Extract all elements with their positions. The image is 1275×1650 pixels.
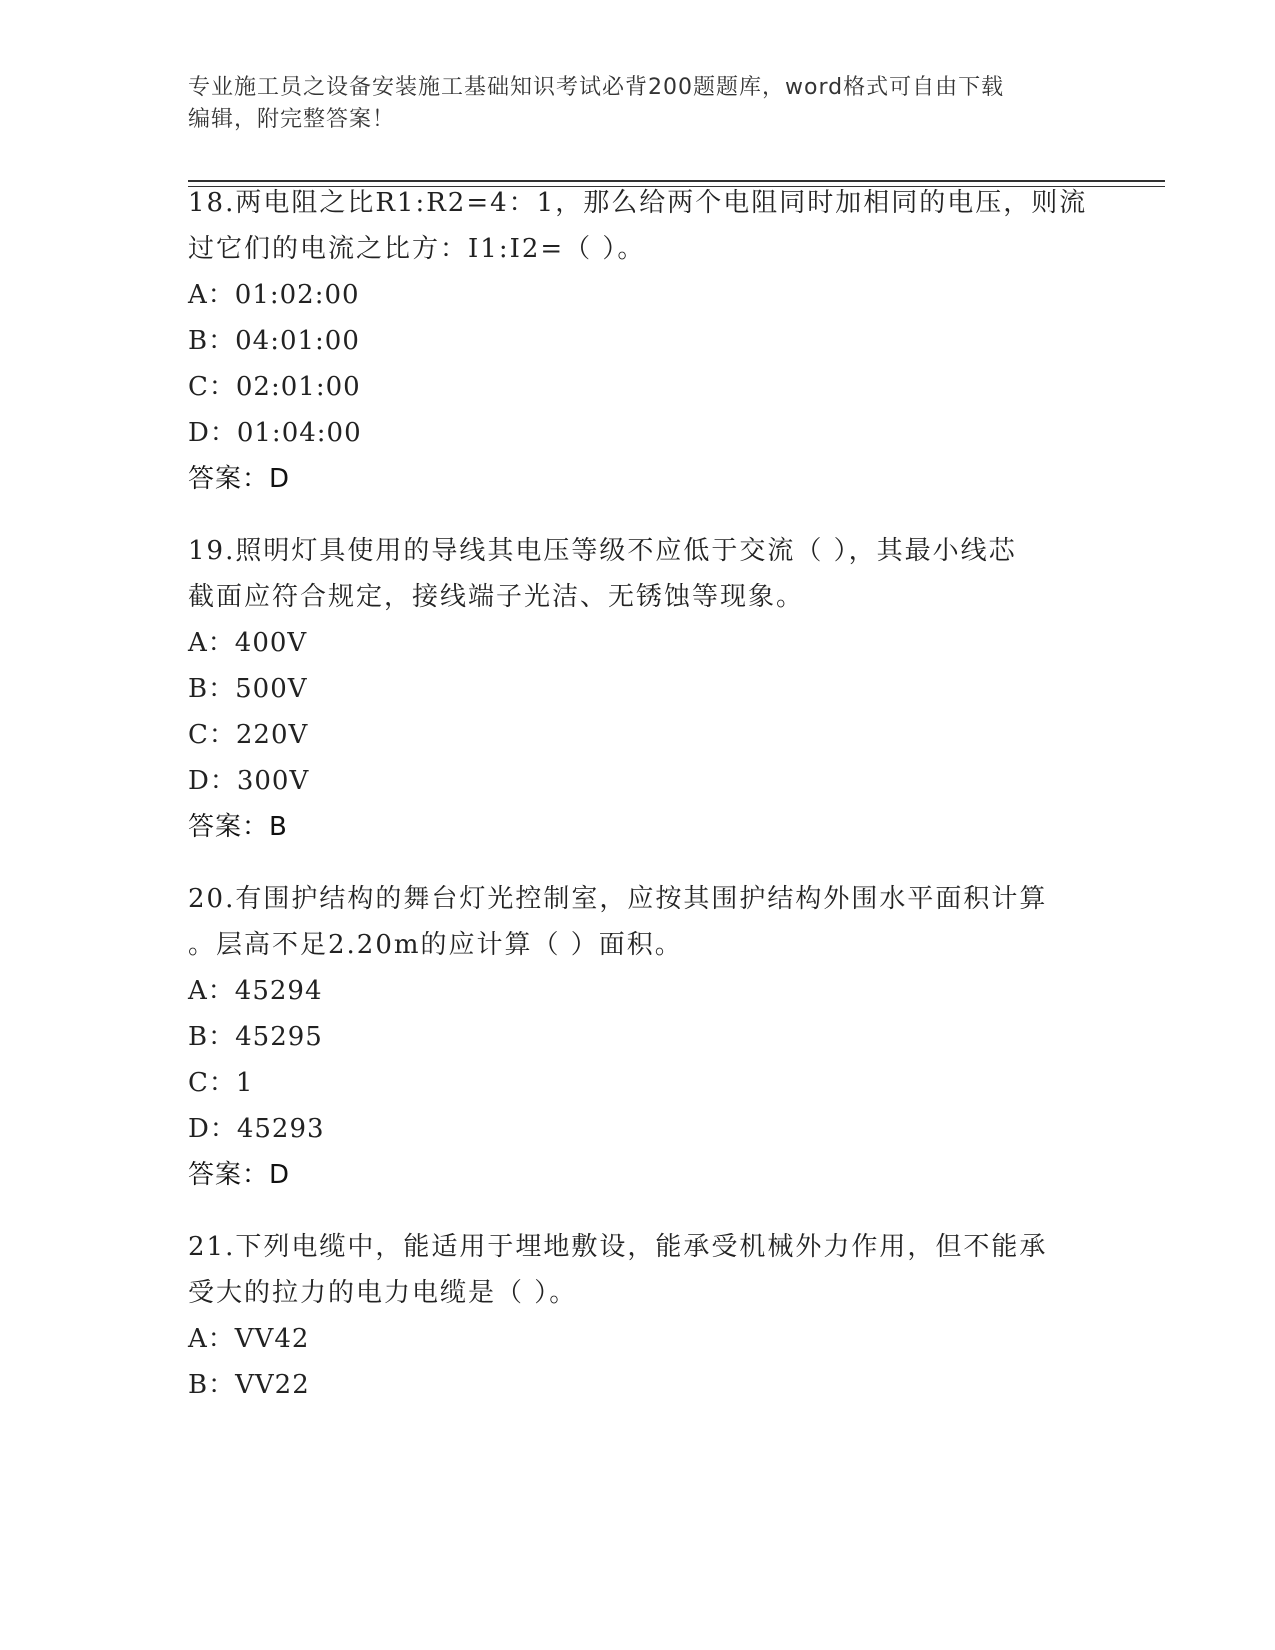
answer-line: 答案：D (188, 1160, 291, 1190)
question-stem-line-2: 过它们的电流之比方：I1:I2=（ ）。 (188, 234, 646, 264)
option-d: D：300V (188, 766, 310, 796)
question-stem-line-1: 21.下列电缆中，能适用于埋地敷设，能承受机械外力作用，但不能承 (188, 1232, 1048, 1262)
option-d: D：45293 (188, 1114, 325, 1144)
answer-line: 答案：D (188, 464, 291, 494)
option-a: A：VV42 (188, 1324, 310, 1354)
option-b: B：04:01:00 (188, 326, 360, 356)
question-stem-line-2: 。层高不足2.20m的应计算（ ）面积。 (188, 930, 683, 960)
question-18 (188, 180, 1088, 502)
answer-line: 答案：B (188, 812, 288, 842)
question-stem-line-1: 20.有围护结构的舞台灯光控制室，应按其围护结构外围水平面积计算 (188, 884, 1048, 914)
document-header (188, 72, 1068, 136)
option-d: D：01:04:00 (188, 418, 362, 448)
question-21 (188, 1224, 1088, 1408)
option-c: C：1 (188, 1068, 254, 1098)
option-c: C：220V (188, 720, 309, 750)
header-title-line-2: 编辑，附完整答案！ (188, 107, 396, 132)
option-a: A：01:02:00 (188, 280, 360, 310)
question-stem-line-1: 18.两电阻之比R1:R2=4：1，那么给两个电阻同时加相同的电压，则流 (188, 188, 1088, 218)
header-title-line-1: 专业施工员之设备安装施工基础知识考试必背200题题库，word格式可自由下载 (188, 75, 1005, 100)
question-stem-line-2: 受大的拉力的电力电缆是（ ）。 (188, 1278, 578, 1308)
question-20 (188, 876, 1088, 1198)
question-stem-line-2: 截面应符合规定，接线端子光洁、无锈蚀等现象。 (188, 582, 805, 612)
option-c: C：02:01:00 (188, 372, 361, 402)
option-b: B：500V (188, 674, 308, 704)
option-a: A：400V (188, 628, 308, 658)
option-a: A：45294 (188, 976, 323, 1006)
option-b: B：VV22 (188, 1370, 310, 1400)
question-stem-line-1: 19.照明灯具使用的导线其电压等级不应低于交流（ ），其最小线芯 (188, 536, 1017, 566)
question-19 (188, 528, 1088, 850)
option-b: B：45295 (188, 1022, 323, 1052)
